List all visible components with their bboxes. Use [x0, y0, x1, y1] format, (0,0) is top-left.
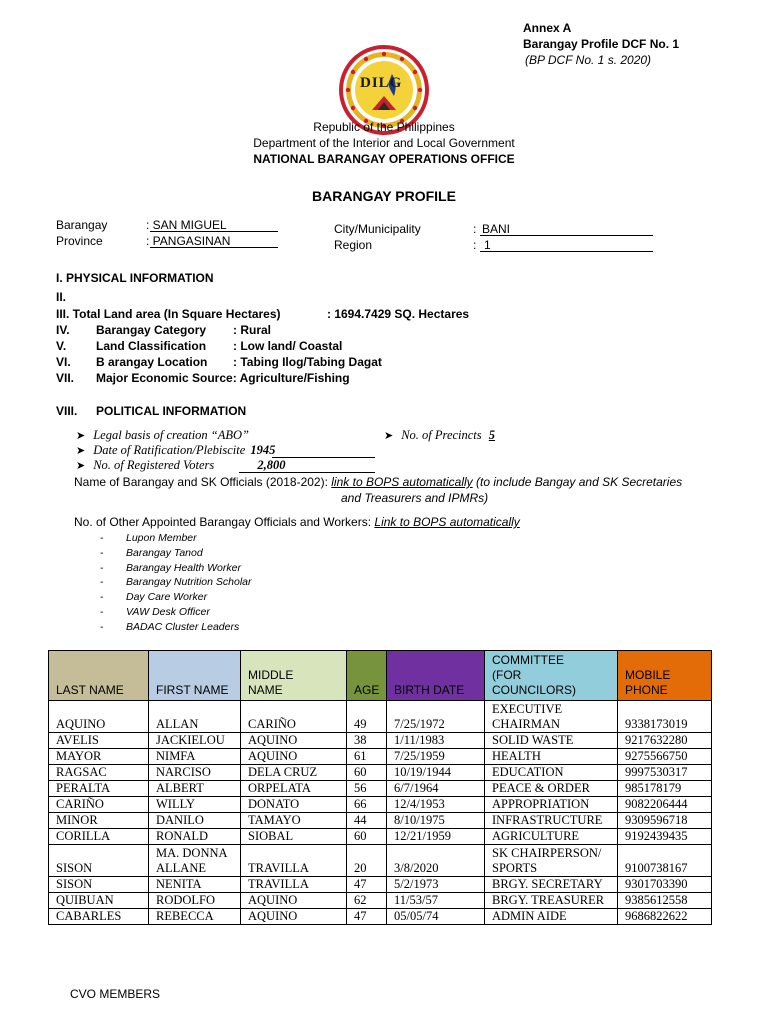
list-item: - Lupon Member	[100, 532, 197, 544]
legal-basis-item	[76, 428, 249, 443]
officials-table	[48, 650, 712, 925]
precincts-item	[384, 428, 495, 443]
cell-text: INFRASTRUCTURE	[492, 813, 603, 827]
physical-ii: II.	[56, 290, 67, 304]
cell-age: 20	[347, 845, 387, 877]
cell-last-name: AVELIS	[49, 733, 149, 749]
location-value: : Tabing Ilog/Tabing Dagat	[233, 355, 382, 369]
city-label: City/Municipality	[334, 222, 421, 236]
cell-birth-date: 12/4/1953	[387, 797, 485, 813]
cell-mobile-phone: 9301703390	[618, 877, 712, 893]
voters-underline	[239, 472, 375, 473]
cell-last-name: CABARLES	[49, 909, 149, 925]
cell-text: EDUCATION	[492, 765, 564, 779]
cell-last-name: QUIBUAN	[49, 893, 149, 909]
voters-value: 2,800	[257, 458, 286, 472]
cell-birth-date: 12/21/1959	[387, 829, 485, 845]
cell-age: 44	[347, 813, 387, 829]
economic-num: VII.	[56, 371, 75, 385]
table-row	[49, 829, 712, 845]
cell-last-name: MAYOR	[49, 749, 149, 765]
cell-committee	[485, 845, 618, 877]
annex-label: Annex A	[523, 21, 572, 35]
cell-mobile-phone: 9217632280	[618, 733, 712, 749]
cell-text: AGRICULTURE	[492, 829, 580, 843]
cell-age: 66	[347, 797, 387, 813]
header-text: FIRST NAME	[156, 683, 229, 697]
cell-committee	[485, 893, 618, 909]
header-text: LAST NAME	[56, 683, 124, 697]
header-text: (FOR	[492, 668, 522, 682]
cell-middle-name: AQUINO	[241, 909, 347, 925]
cell-committee	[485, 829, 618, 845]
cell-text: BRGY. TREASURER	[492, 893, 605, 907]
cvo-members-heading: CVO MEMBERS	[70, 987, 161, 1001]
political-num: VIII.	[56, 404, 78, 418]
cell-middle-name: AQUINO	[241, 893, 347, 909]
province-value: : PANGASINAN	[146, 234, 231, 248]
cell-text: ALBERT	[156, 781, 204, 795]
province-underline	[150, 247, 278, 248]
cell-text: CHAIRMAN	[492, 717, 561, 731]
header-text: PHONE	[625, 683, 668, 697]
cell-first-name	[149, 829, 241, 845]
cell-first-name	[149, 701, 241, 733]
table-row	[49, 893, 712, 909]
precincts-value: 5	[488, 428, 496, 442]
land-area-label: III. Total Land area (In Square Hectares)	[56, 307, 281, 321]
cell-committee	[485, 765, 618, 781]
cell-first-name	[149, 813, 241, 829]
cell-last-name: MINOR	[49, 813, 149, 829]
other-officials-line	[74, 515, 520, 529]
cell-committee	[485, 797, 618, 813]
cell-mobile-phone: 9192439435	[618, 829, 712, 845]
cell-mobile-phone: 9309596718	[618, 813, 712, 829]
cell-mobile-phone: 985178179	[618, 781, 712, 797]
cell-text: EXECUTIVE	[492, 702, 563, 716]
cell-first-name	[149, 733, 241, 749]
city-value: BANI	[482, 222, 511, 236]
other-officials-label: No. of Other Appointed Barangay Officials and Workers:	[74, 515, 372, 529]
cell-text: NIMFA	[156, 749, 196, 763]
cell-first-name	[149, 749, 241, 765]
cell-mobile-phone: 9082206444	[618, 797, 712, 813]
cell-text: SPORTS	[492, 861, 538, 875]
header-text: AGE	[354, 683, 380, 697]
list-item: - Barangay Tanod	[100, 546, 203, 559]
cell-text: DANILO	[156, 813, 204, 827]
list-item: - Barangay Health Worker	[100, 561, 241, 574]
cell-text: REBECCA	[156, 909, 214, 923]
officials-link[interactable]: link to BOPS automatically	[331, 475, 473, 489]
cell-middle-name: AQUINO	[241, 749, 347, 765]
cell-middle-name: TAMAYO	[241, 813, 347, 829]
other-officials-link[interactable]: Link to BOPS automatically	[374, 515, 520, 529]
cell-last-name: CARIÑO	[49, 797, 149, 813]
header-text: MIDDLE	[248, 668, 294, 682]
location-label: B arangay Location	[96, 355, 208, 369]
barangay-value: : SAN MIGUEL	[146, 218, 227, 232]
cell-middle-name: TRAVILLA	[241, 877, 347, 893]
region-underline	[480, 251, 653, 252]
table-row	[49, 733, 712, 749]
officials-note: (to include Bangay and SK Secretaries	[476, 475, 683, 489]
physical-heading: I. PHYSICAL INFORMATION	[56, 271, 214, 285]
table-row	[49, 781, 712, 797]
ratification-label: Date of Ratification/Plebiscite	[93, 443, 246, 457]
cell-text: NENITA	[156, 877, 202, 891]
cell-last-name: SISON	[49, 877, 149, 893]
table-row	[49, 765, 712, 781]
column-header-first-name	[149, 651, 241, 701]
cell-text: WILLY	[156, 797, 196, 811]
cell-age: 47	[347, 877, 387, 893]
region-value: 1	[484, 238, 491, 252]
workers-list	[100, 531, 251, 635]
cell-middle-name: DELA CRUZ	[241, 765, 347, 781]
header-text: NAME	[248, 683, 283, 697]
cell-text: MA. DONNA	[156, 846, 228, 860]
cell-text: RODOLFO	[156, 893, 216, 907]
cell-age: 61	[347, 749, 387, 765]
header-text: COMMITTEE	[492, 653, 564, 667]
cell-committee	[485, 701, 618, 733]
cell-text: HEALTH	[492, 749, 541, 763]
cell-first-name	[149, 765, 241, 781]
header-republic: Republic of the Philippines	[313, 120, 455, 134]
barangay-label: Barangay	[56, 218, 108, 232]
cell-birth-date: 7/25/1972	[387, 701, 485, 733]
column-header-middle-name	[241, 651, 347, 701]
arrow-bullet-icon: ➤	[384, 430, 394, 442]
cell-first-name	[149, 909, 241, 925]
cell-text: ADMIN AIDE	[492, 909, 567, 923]
column-header-last-name	[49, 651, 149, 701]
legal-basis: Legal basis of creation “ABO”	[93, 428, 250, 442]
table-header-row	[49, 651, 712, 701]
region-label: Region	[334, 238, 373, 252]
header-office: NATIONAL BARANGAY OPERATIONS OFFICE	[253, 152, 515, 166]
column-header-age	[347, 651, 387, 701]
cell-first-name	[149, 845, 241, 877]
land-class-num: V.	[56, 339, 67, 353]
annex-block	[523, 20, 679, 68]
barangay-underline	[150, 231, 278, 232]
table-body	[49, 701, 712, 925]
region-colon: :	[473, 238, 477, 252]
cell-age: 49	[347, 701, 387, 733]
land-area-value: : 1694.7429 SQ. Hectares	[327, 307, 470, 321]
cell-first-name	[149, 781, 241, 797]
cell-birth-date: 3/8/2020	[387, 845, 485, 877]
cell-middle-name: TRAVILLA	[241, 845, 347, 877]
list-item: - BADAC Cluster Leaders	[100, 620, 240, 633]
cell-age: 62	[347, 893, 387, 909]
officials-note-cont: and Treasurers and IPMRs)	[341, 491, 489, 505]
cell-age: 56	[347, 781, 387, 797]
header-text: COUNCILORS)	[492, 683, 577, 697]
column-header-mobile-phone	[618, 651, 712, 701]
cell-age: 60	[347, 765, 387, 781]
land-class-label: Land Classification	[96, 339, 207, 353]
cell-text: SOLID WASTE	[492, 733, 574, 747]
ratification-item	[76, 443, 275, 458]
cell-committee	[485, 909, 618, 925]
officials-line	[74, 475, 682, 489]
header-text: BIRTH DATE	[394, 683, 465, 697]
arrow-bullet-icon: ➤	[76, 460, 86, 472]
cell-text: APPROPRIATION	[492, 797, 590, 811]
cell-committee	[485, 877, 618, 893]
cell-last-name: CORILLA	[49, 829, 149, 845]
cell-birth-date: 10/19/1944	[387, 765, 485, 781]
table-row	[49, 909, 712, 925]
cell-birth-date: 1/11/1983	[387, 733, 485, 749]
page-title: BARANGAY PROFILE	[312, 188, 456, 204]
cell-committee	[485, 813, 618, 829]
cell-text: ALLAN	[156, 717, 199, 731]
category-value: : Rural	[233, 323, 272, 337]
cell-age: 60	[347, 829, 387, 845]
ratification-underline	[272, 457, 375, 458]
cell-first-name	[149, 893, 241, 909]
cell-text: PEACE & ORDER	[492, 781, 590, 795]
voters-label: No. of Registered Voters	[93, 458, 215, 472]
arrow-bullet-icon: ➤	[76, 445, 86, 457]
cell-mobile-phone: 9100738167	[618, 845, 712, 877]
location-num: VI.	[56, 355, 71, 369]
cell-birth-date: 7/25/1959	[387, 749, 485, 765]
seal-text: DILG	[360, 75, 403, 91]
cell-last-name: AQUINO	[49, 701, 149, 733]
cell-birth-date: 5/2/1973	[387, 877, 485, 893]
cell-last-name: SISON	[49, 845, 149, 877]
column-header-committee	[485, 651, 618, 701]
form-number: Barangay Profile DCF No. 1	[523, 37, 680, 51]
header-department: Department of the Interior and Local Government	[253, 136, 515, 150]
table-row	[49, 701, 712, 733]
cell-mobile-phone: 9997530317	[618, 765, 712, 781]
category-label: Barangay Category	[96, 323, 207, 337]
cell-birth-date: 05/05/74	[387, 909, 485, 925]
cell-mobile-phone: 9385612558	[618, 893, 712, 909]
province-label: Province	[56, 234, 103, 248]
officials-label: Name of Barangay and SK Officials (2018-202):	[74, 475, 328, 489]
cell-first-name	[149, 797, 241, 813]
cell-text: RONALD	[156, 829, 209, 843]
cell-text: NARCISO	[156, 765, 211, 779]
cell-birth-date: 6/7/1964	[387, 781, 485, 797]
ratification-value: 1945	[250, 443, 276, 457]
economic-source: Major Economic Source: Agriculture/Fishing	[96, 371, 350, 385]
cell-age: 47	[347, 909, 387, 925]
cell-birth-date: 8/10/1975	[387, 813, 485, 829]
cell-text: BRGY. SECRETARY	[492, 877, 603, 891]
category-num: IV.	[56, 323, 70, 337]
cell-middle-name: SIOBAL	[241, 829, 347, 845]
political-heading: POLITICAL INFORMATION	[96, 404, 247, 418]
list-item: - VAW Desk Officer	[100, 605, 210, 618]
table-row	[49, 749, 712, 765]
cell-first-name	[149, 877, 241, 893]
table-row	[49, 797, 712, 813]
cell-middle-name: CARIÑO	[241, 701, 347, 733]
cell-text: SK CHAIRPERSON/	[492, 846, 602, 860]
header-text: MOBILE	[625, 668, 671, 682]
list-item: - Barangay Nutrition Scholar	[100, 576, 252, 589]
cell-last-name: PERALTA	[49, 781, 149, 797]
cell-text: JACKIELOU	[156, 733, 225, 747]
cell-last-name: RAGSAC	[49, 765, 149, 781]
arrow-bullet-icon: ➤	[76, 430, 86, 442]
table-row	[49, 813, 712, 829]
cell-mobile-phone: 9275566750	[618, 749, 712, 765]
cell-committee	[485, 733, 618, 749]
cell-mobile-phone: 9686822622	[618, 909, 712, 925]
table-row	[49, 877, 712, 893]
cell-birth-date: 11/53/57	[387, 893, 485, 909]
series-note: (BP DCF No. 1 s. 2020)	[525, 53, 652, 67]
cell-age: 38	[347, 733, 387, 749]
cell-middle-name: AQUINO	[241, 733, 347, 749]
cell-text: ALLANE	[156, 861, 206, 875]
cell-committee	[485, 749, 618, 765]
cell-middle-name: DONATO	[241, 797, 347, 813]
table-row	[49, 845, 712, 877]
cell-committee	[485, 781, 618, 797]
land-class-value: : Low land/ Coastal	[233, 339, 343, 353]
cell-mobile-phone: 9338173019	[618, 701, 712, 733]
precincts-label: No. of Precincts	[401, 428, 482, 442]
city-underline	[480, 235, 653, 236]
list-item: - Day Care Worker	[100, 591, 208, 604]
column-header-birth-date	[387, 651, 485, 701]
cell-middle-name: ORPELATA	[241, 781, 347, 797]
city-colon: :	[473, 222, 477, 236]
voters-item	[76, 458, 286, 473]
